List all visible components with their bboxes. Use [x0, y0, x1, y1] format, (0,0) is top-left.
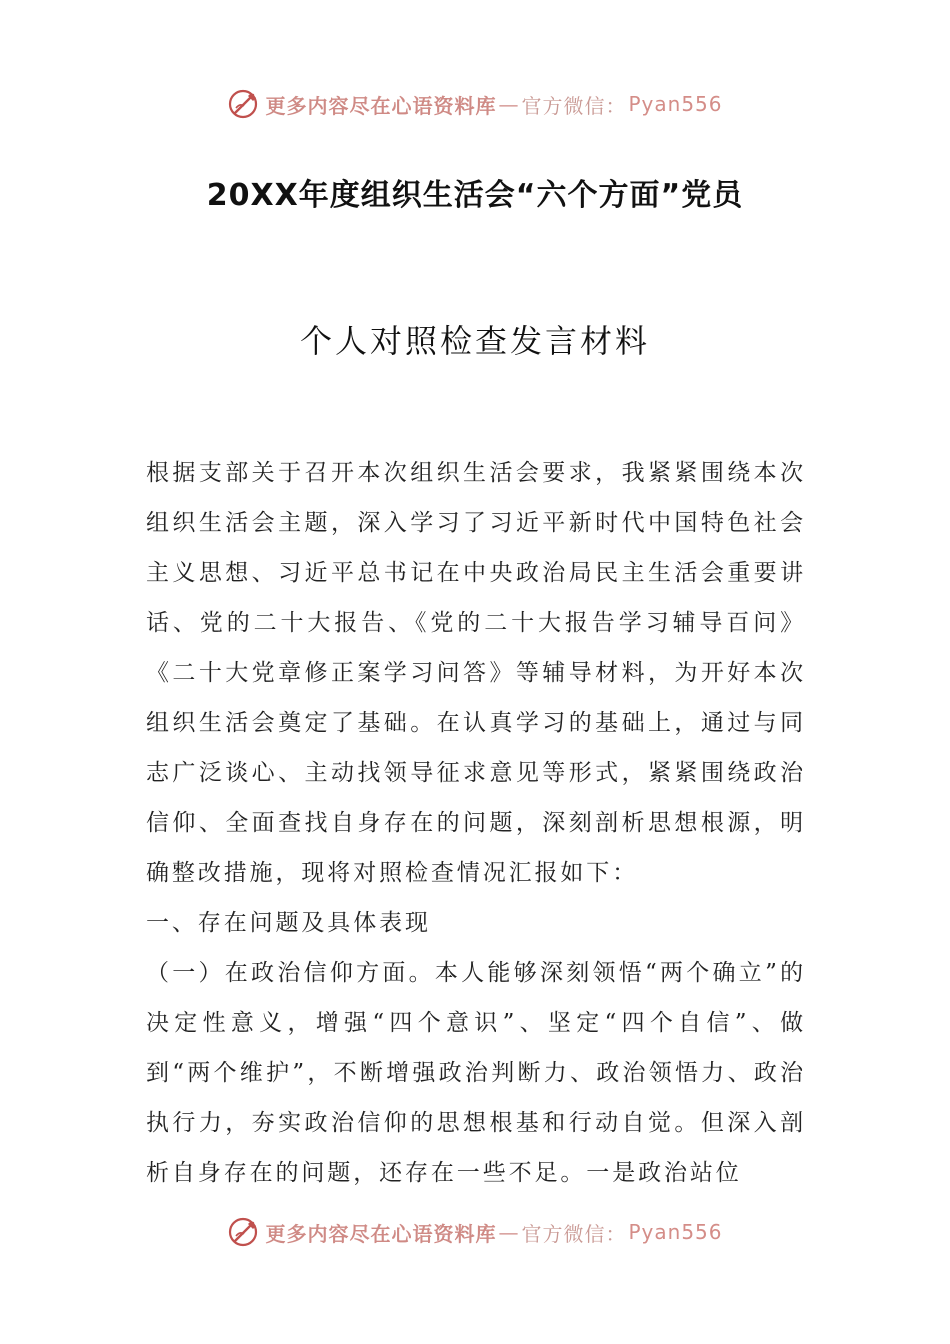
watermark-dash: —	[498, 92, 520, 116]
pen-logo-icon	[227, 1215, 261, 1249]
section-1-paragraph: （一）在政治信仰方面。本人能够深刻领悟“两个确立”的决定性意义，增强“四个意识”、坚定“四个自信”、做到“两个维护”，不断增强政治判断力、政治领悟力、政治执行力，夯实政治信仰的思想根基和行动自觉。但深入剖析自身存在的问题，还存在一些不足。一是政治站位	[146, 960, 806, 1186]
section-heading: 一、存在问题及具体表现	[146, 910, 431, 936]
watermark-header	[0, 84, 950, 124]
watermark-wechat-id: Pyan556	[628, 1220, 723, 1244]
watermark-wechat-id: Pyan556	[628, 92, 723, 116]
document-title-line-2: 个人对照检查发言材料	[299, 322, 650, 360]
document-body	[146, 448, 806, 1198]
watermark-dash: —	[498, 1220, 520, 1244]
intro-paragraph: 根据支部关于召开本次组织生活会要求，我紧紧围绕本次组织生活会主题，深入学习了习近平新时代中国特色社会主义思想、习近平总书记在中央政治局民主生活会重要讲话、党的二十大报告、《党的二十大报告学习辅导百问》《二十大党章修正案学习问答》等辅导材料，为开好本次组织生活会奠定了基础。在认真学习的基础上，通过与同志广泛谈心、主动找领导征求意见等形式，紧紧围绕政治信仰、全面查找自身存在的问题，深刻剖析思想根源，明确整改措施，现将对照检查情况汇报如下：	[146, 460, 806, 886]
document-title-line-1: 20XX年度组织生活会“六个方面”党员	[206, 178, 744, 213]
watermark-label: 官方微信：	[521, 1221, 627, 1246]
watermark-brand: 更多内容尽在心语资料库	[265, 1221, 497, 1246]
pen-logo-icon	[227, 87, 261, 121]
watermark-footer	[0, 1212, 950, 1252]
watermark-label: 官方微信：	[521, 93, 627, 118]
watermark-brand: 更多内容尽在心语资料库	[265, 93, 497, 118]
